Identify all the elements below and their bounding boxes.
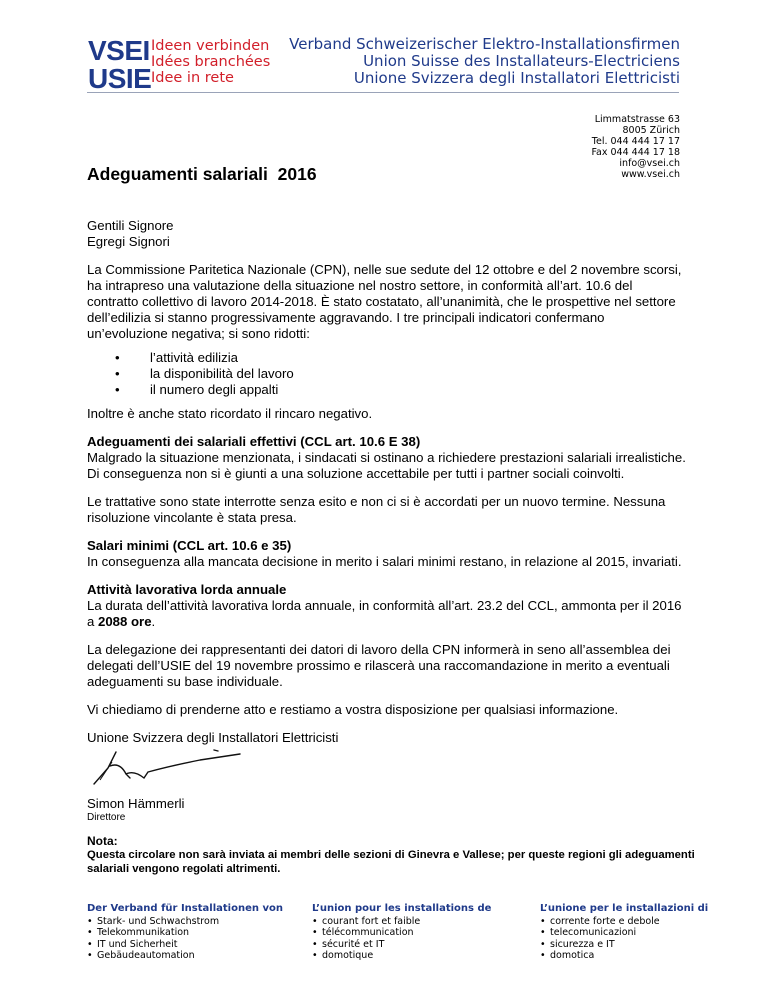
- note-block: [87, 834, 697, 876]
- list-item: • télécommunication: [312, 927, 491, 939]
- address-email[interactable]: info@vsei.ch: [619, 158, 680, 169]
- list-item: • IT und Sicherheit: [87, 939, 283, 951]
- signer-block: [87, 796, 184, 823]
- logo: [88, 37, 151, 93]
- signing-organization: Unione Svizzera degli Installatori Elettricisti: [87, 730, 339, 745]
- list-item: • domotique: [312, 950, 491, 962]
- delegation-paragraph: La delegazione dei rappresentanti dei datori di lavoro della CPN informerà in seno all’assemblea dei delegati dell’USIE del 19 novembre prossimo e rilascerà una raccomandazione in merito a eventuali adeguamenti su base individuale.: [87, 642, 671, 689]
- footer-column-it: [540, 903, 708, 962]
- working-time-text-b: .: [151, 614, 156, 629]
- list-item: • la disponibilità del lavoro: [115, 366, 687, 382]
- salutation-2: Egregi Signori: [87, 234, 170, 249]
- logo-usie: USIE: [88, 63, 152, 94]
- footer-title-it: L’unione per le installazioni di: [540, 903, 709, 914]
- note-label: Nota:: [87, 834, 118, 848]
- section-working-time-title: Attività lavorativa lorda annuale: [87, 582, 287, 597]
- organization-names: [289, 36, 680, 87]
- intro-paragraph: La Commissione Paritetica Nazionale (CPN), nelle sue sedute del 12 ottobre e del 2 novembre scorsi, ha intrapreso una valutazione della situazione nel nostro settore, in conformità all’art. 10.6 del contratto collettivo di lavoro 2014-2018. È stato costatato, all’unanimità, che le prospettive nel settore dell’edilizia si stanno progressivamente aggravando. I tre principali indicatori confermano un’evoluzione negativa; si sono ridotti:: [87, 262, 682, 341]
- address-tel: Tel. 044 444 17 17: [591, 136, 680, 147]
- rincaro-paragraph: Inoltre è anche stato ricordato il rincaro negativo.: [87, 406, 373, 421]
- address-city: 8005 Zürich: [622, 125, 680, 136]
- section-working-time-text: [87, 598, 687, 630]
- address-block: [591, 114, 680, 180]
- logo-vsei: VSEI: [88, 35, 150, 66]
- note-text: Questa circolare non sarà inviata ai membri delle sezioni di Ginevra e Vallese; per queste regioni gli adeguamenti salariali vengono regolati altrimenti.: [87, 849, 695, 875]
- section-minimum-wages-title: Salari minimi (CCL art. 10.6 e 35): [87, 538, 292, 553]
- org-name-fr: Union Suisse des Installateurs-Electriciens: [363, 52, 680, 70]
- list-item: • corrente forte e debole: [540, 916, 708, 928]
- footer-column-fr: [312, 903, 491, 962]
- signer-role: Direttore: [87, 812, 126, 823]
- working-time-text-a: La durata dell’attività lavorativa lorda annuale, in conformità all’art. 23.2 del CCL, ammonta per il 2016 a: [87, 598, 682, 629]
- tagline-fr: Idées branchées: [151, 54, 271, 70]
- section-effective-wages-text: Malgrado la situazione menzionata, i sindacati si ostinano a richiedere prestazioni salariali irrealistiche. Di conseguenza non si è giunti a una soluzione accettabile per tutti i partner sociali coinvolti.: [87, 450, 686, 481]
- list-item: • telecomunicazioni: [540, 927, 708, 939]
- signer-name: Simon Hämmerli: [87, 796, 185, 811]
- list-item: • l’attività edilizia: [115, 350, 687, 366]
- address-fax: Fax 044 444 17 18: [591, 147, 680, 158]
- section-minimum-wages-text: In conseguenza alla mancata decisione in merito i salari minimi restano, in relazione al 2015, invariati.: [87, 554, 682, 569]
- tagline-de: Ideen verbinden: [151, 38, 270, 54]
- logo-taglines: [151, 38, 270, 86]
- signature-image: [90, 748, 250, 788]
- footer-column-de: [87, 903, 283, 962]
- tagline-it: Idee in rete: [151, 70, 234, 86]
- list-item: • Gebäudeautomation: [87, 950, 283, 962]
- list-item: • sécurité et IT: [312, 939, 491, 951]
- address-street: Limmatstrasse 63: [594, 114, 680, 125]
- org-name-de: Verband Schweizerischer Elektro-Installationsfirmen: [289, 35, 680, 53]
- footer-title-de: Der Verband für Installationen von: [87, 903, 283, 914]
- closing-paragraph: Vi chiediamo di prenderne atto e restiamo a vostra disposizione per qualsiasi informazione.: [87, 702, 619, 717]
- indicator-list: [115, 350, 687, 398]
- page-title: Adeguamenti salariali 2016: [87, 164, 317, 184]
- list-item: • Telekommunikation: [87, 927, 283, 939]
- org-name-it: Unione Svizzera degli Installatori Elettricisti: [353, 69, 680, 87]
- footer-title-fr: L’union pour les installations de: [312, 903, 492, 914]
- list-item: • Stark- und Schwachstrom: [87, 916, 283, 928]
- header-divider: [87, 92, 679, 93]
- list-item: • courant fort et faible: [312, 916, 491, 928]
- salutation-1: Gentili Signore: [87, 218, 174, 233]
- section-effective-wages-text-2: Le trattative sono state interrotte senza esito e non ci si è accordati per un nuovo termine. Nessuna risoluzione vincolante è stata presa.: [87, 494, 666, 525]
- list-item: • domotica: [540, 950, 708, 962]
- working-time-hours: 2088 ore: [98, 614, 152, 629]
- list-item: • il numero degli appalti: [115, 382, 687, 398]
- list-item: • sicurezza e IT: [540, 939, 708, 951]
- letter-body: [87, 218, 687, 746]
- section-effective-wages-title: Adeguamenti dei salariali effettivi (CCL art. 10.6 E 38): [87, 434, 421, 449]
- address-web[interactable]: www.vsei.ch: [621, 169, 680, 180]
